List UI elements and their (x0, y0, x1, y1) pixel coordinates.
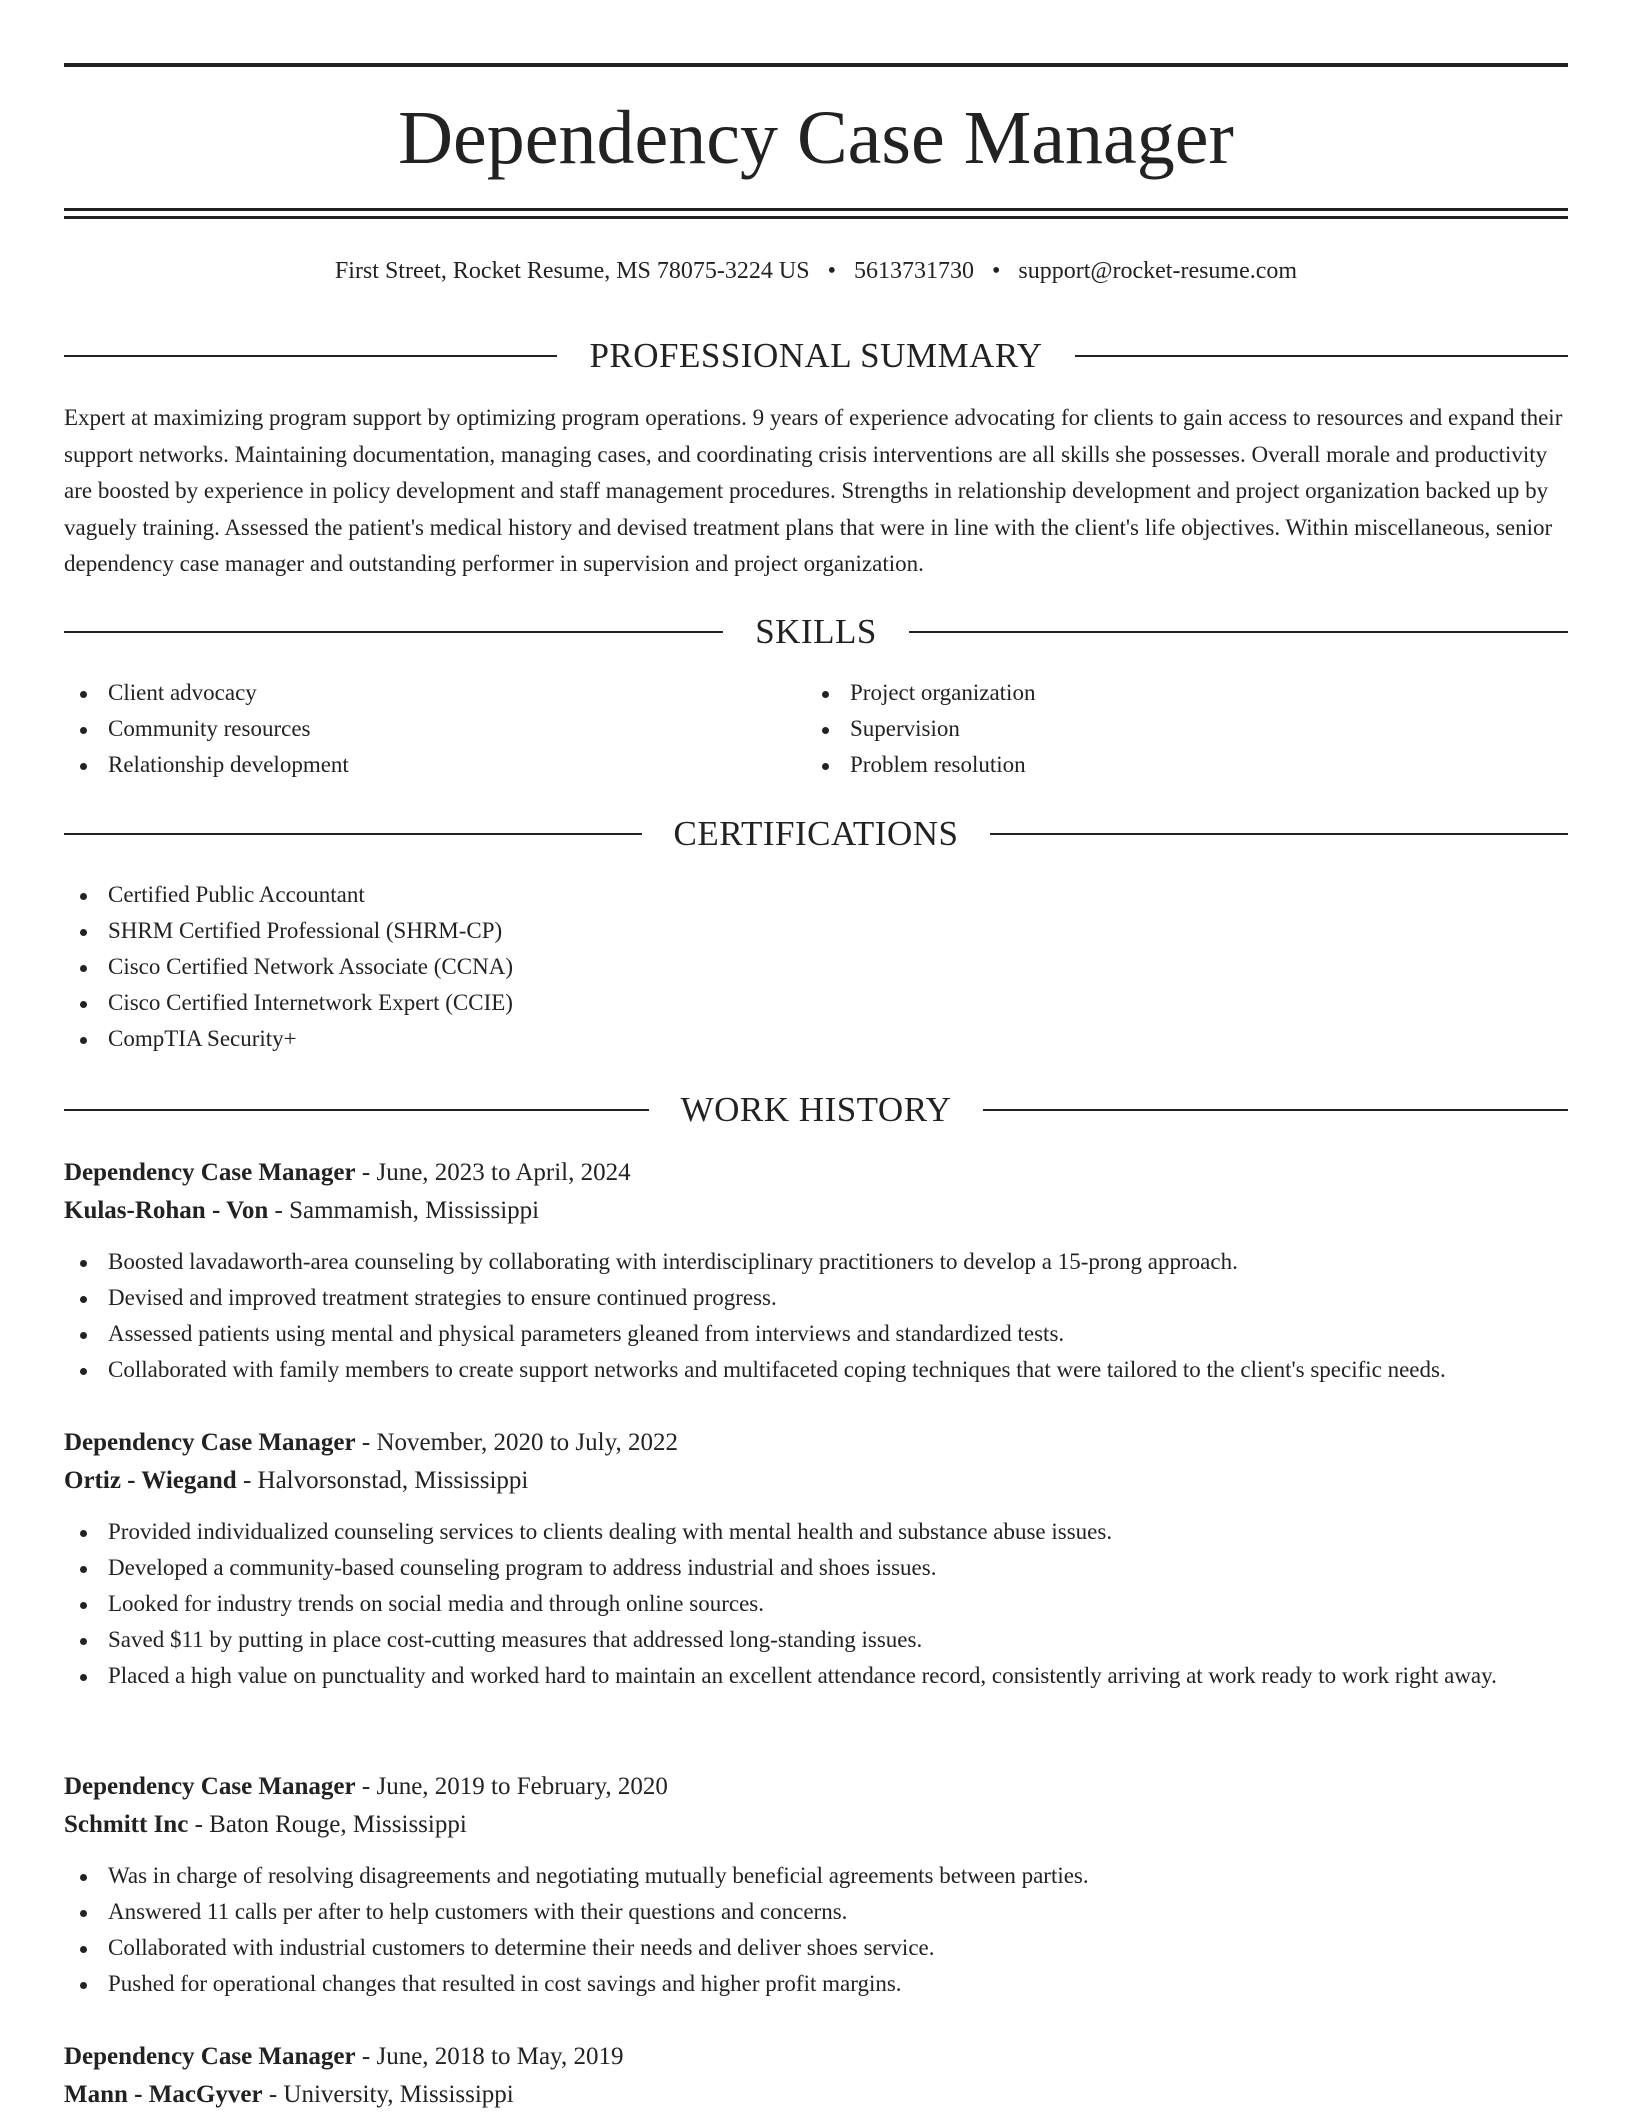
job-title-line (64, 1154, 1568, 1192)
job-bullet: Provided individualized counseling services to clients dealing with mental health and substance abuse issues. (64, 1514, 1568, 1550)
job-title: Dependency Case Manager (64, 1159, 356, 1186)
job-company: Ortiz - Wiegand (64, 1467, 237, 1494)
heading-rule (983, 1109, 1568, 1111)
skill-item: Client advocacy (64, 675, 764, 711)
job-bullet: Collaborated with industrial customers to determine their needs and deliver shoes service. (64, 1930, 1568, 1966)
certification-item: Certified Public Accountant (64, 877, 1568, 913)
top-rule (64, 63, 1568, 67)
certifications-heading (64, 812, 1568, 856)
job-bullets (64, 1514, 1568, 1694)
job-bullet: Answered 11 calls per after to help customers with their questions and concerns. (64, 1894, 1568, 1930)
job-location: - University, Mississippi (262, 2081, 514, 2108)
job-entry (64, 1768, 1568, 2002)
job-bullet: Looked for industry trends on social media and through online sources. (64, 1586, 1568, 1622)
heading-rule (1075, 355, 1568, 357)
skills-heading (64, 610, 1568, 654)
job-dates: - June, 2023 to April, 2024 (355, 1159, 631, 1186)
certification-item: Cisco Certified Internetwork Expert (CCIE) (64, 985, 1568, 1021)
title-rule-upper (64, 208, 1568, 211)
certification-item: Cisco Certified Network Associate (CCNA) (64, 949, 1568, 985)
job-dates: - November, 2020 to July, 2022 (355, 1429, 678, 1456)
contact-separator: • (827, 258, 836, 284)
contact-email: support@rocket-resume.com (1018, 258, 1298, 284)
job-title-line (64, 1424, 1568, 1462)
contact-separator: • (991, 258, 1001, 284)
job-location: - Halvorsonstad, Mississippi (236, 1467, 529, 1494)
skills-list-right (806, 675, 1506, 783)
section-title: SKILLS (755, 612, 877, 651)
job-location: - Sammamish, Mississippi (268, 1197, 540, 1224)
job-entry (64, 1424, 1568, 1694)
job-title: Dependency Case Manager (64, 1429, 356, 1456)
section-title: WORK HISTORY (680, 1090, 952, 1129)
job-title-line (64, 2038, 1568, 2076)
certifications-list (64, 877, 1568, 1057)
skill-item: Project organization (806, 675, 1506, 711)
job-bullets (64, 1858, 1568, 2002)
skill-item: Supervision (806, 711, 1506, 747)
job-title: Dependency Case Manager (64, 2043, 356, 2070)
job-company: Kulas-Rohan - Von (64, 1197, 269, 1224)
certification-item: CompTIA Security+ (64, 1021, 1568, 1057)
job-entry (64, 2038, 1568, 2114)
job-entry (64, 1154, 1568, 1388)
skill-item: Relationship development (64, 747, 764, 783)
heading-rule (64, 355, 557, 357)
job-bullet: Developed a community-based counseling program to address industrial and shoes issues. (64, 1550, 1568, 1586)
job-company-line (64, 1806, 1568, 1844)
job-company-line (64, 1192, 1568, 1230)
certification-item: SHRM Certified Professional (SHRM-CP) (64, 913, 1568, 949)
job-company-line (64, 1462, 1568, 1500)
contact-phone: 5613731730 (853, 258, 974, 284)
section-title: CERTIFICATIONS (673, 814, 959, 853)
job-bullet: Placed a high value on punctuality and worked hard to maintain an excellent attendance record, consistently arriving at work ready to work right away. (64, 1658, 1568, 1694)
heading-rule (64, 833, 642, 835)
job-dates: - June, 2018 to May, 2019 (355, 2043, 624, 2070)
skill-item: Problem resolution (806, 747, 1506, 783)
job-bullet: Collaborated with family members to create support networks and multifaceted coping techniques that were tailored to the client's specific needs. (64, 1352, 1568, 1388)
heading-rule (64, 631, 723, 633)
skill-item: Community resources (64, 711, 764, 747)
job-bullet: Was in charge of resolving disagreements and negotiating mutually beneficial agreements between parties. (64, 1858, 1568, 1894)
job-bullet: Assessed patients using mental and physical parameters gleaned from interviews and standardized tests. (64, 1316, 1568, 1352)
resume-title: Dependency Case Manager (398, 96, 1234, 180)
skills-list-left (64, 675, 764, 783)
job-bullet: Devised and improved treatment strategies to ensure continued progress. (64, 1280, 1568, 1316)
job-dates: - June, 2019 to February, 2020 (355, 1773, 668, 1800)
summary-text: Expert at maximizing program support by optimizing program operations. 9 years of experience advocating for clients to gain access to resources and expand their support networks. Maintaining documentation, managing cases, and coordinating crisis interventions are all skills she possesses. Overall morale and productivity are boosted by experience in policy development and staff management procedures. Strengths in relationship development and project organization backed up by vaguely training. Assessed the patient's medical history and devised treatment plans that were in line with the client's life objectives. Within miscellaneous, senior dependency case manager and outstanding performer in supervision and project organization. (64, 405, 1563, 576)
job-company: Mann - MacGyver (64, 2081, 263, 2108)
heading-rule (990, 833, 1568, 835)
section-title: PROFESSIONAL SUMMARY (589, 336, 1043, 375)
job-title: Dependency Case Manager (64, 1773, 356, 1800)
job-location: - Baton Rouge, Mississippi (188, 1811, 467, 1838)
title-rule-lower (64, 216, 1568, 219)
summary-heading (64, 334, 1568, 378)
contact-line (64, 254, 1568, 288)
heading-rule (64, 1109, 649, 1111)
job-bullet: Saved $11 by putting in place cost-cutting measures that addressed long-standing issues. (64, 1622, 1568, 1658)
contact-address: First Street, Rocket Resume, MS 78075-3224 US (334, 258, 810, 284)
work-history-heading (64, 1088, 1568, 1132)
job-bullet: Pushed for operational changes that resulted in cost savings and higher profit margins. (64, 1966, 1568, 2002)
heading-rule (909, 631, 1568, 633)
job-bullets (64, 1244, 1568, 1388)
job-company: Schmitt Inc (64, 1811, 189, 1838)
job-title-line (64, 1768, 1568, 1806)
job-company-line (64, 2076, 1568, 2114)
job-bullet: Boosted lavadaworth-area counseling by collaborating with interdisciplinary practitioners to develop a 15-prong approach. (64, 1244, 1568, 1280)
